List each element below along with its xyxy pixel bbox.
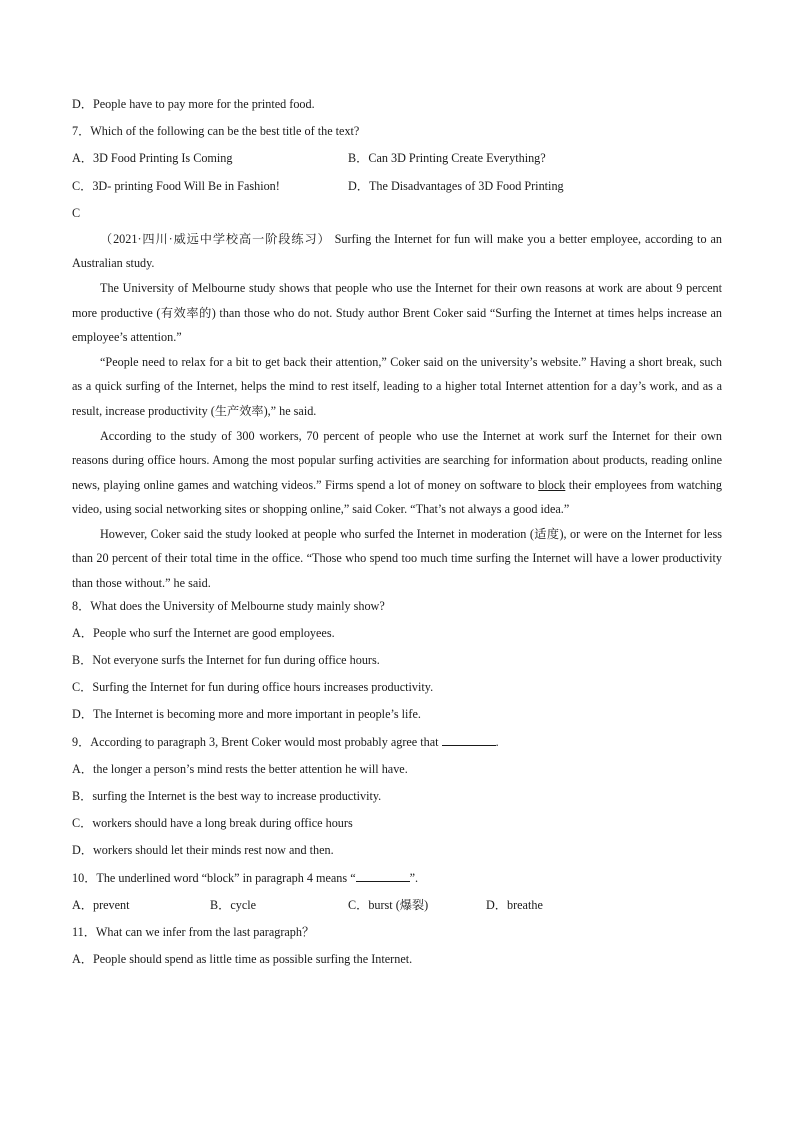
q8-option-d: D．The Internet is becoming more and more important in people’s life. xyxy=(72,707,421,722)
q10-stem-end: ”. xyxy=(409,870,419,885)
q9-option-a: A．the longer a person’s mind rests the better attention he will have. xyxy=(72,761,408,776)
q11-stem: 11．What can we infer from the last paragraph？ xyxy=(72,924,315,939)
q9-stem-end: . xyxy=(495,734,499,749)
q9-stem-text: 9．According to paragraph 3, Brent Coker would most probably agree that xyxy=(72,734,442,749)
q7-options-row2 xyxy=(72,176,722,203)
q8-option-a: A．People who surf the Internet are good employees. xyxy=(72,625,335,640)
q7-stem: 7．Which of the following can be the best title of the text? xyxy=(72,124,360,139)
q8-option-c: C．Surfing the Internet for fun during office hours increases productivity. xyxy=(72,680,434,695)
q9-stem xyxy=(72,732,722,759)
section-label: C xyxy=(72,205,81,220)
q10-option-a: A．prevent xyxy=(72,897,130,912)
passage-paragraph-4 xyxy=(72,424,722,522)
paragraph-4-text-end: their employees from watching video, using social networking sites or shopping online,” said Coker. “That’s not always a good idea.” xyxy=(72,477,722,517)
q6-option-d: D．People have to pay more for the printed food. xyxy=(72,97,315,111)
underlined-word-block: block xyxy=(538,477,566,492)
passage-paragraph-2: The University of Melbourne study shows that people who use the Internet for their own reasons at work are about 9 percent more productive (有效率的) than those who do not. Study author Brent Coker said “Surfing the Internet at times helps increase an employee’s attention.” xyxy=(72,280,722,345)
q10-option-d: D．breathe xyxy=(486,897,543,912)
paragraph-4-text-start: According to the study of 300 workers, 70 percent of people who use the Internet at work surf the Internet for their own reasons during office hours. Among the most popular surfing activities are searching for information about products, reading online news, playing online games and watching videos.” Firms spend a lot of money on software to xyxy=(72,428,722,492)
q11-option-a: A．People should spend as little time as possible surfing the Internet. xyxy=(72,952,413,967)
answer-blank xyxy=(356,869,410,882)
passage-paragraph-3: “People need to relax for a bit to get back their attention,” Coker said on the university’s website.” Having a short break, such as a quick surfing of the Internet, helps the mind to rest itself, leading to a higher total Internet attention for a day’s work, and as a result, increase productivity (生产效率),” he said. xyxy=(72,354,722,418)
q8-stem: 8．What does the University of Melbourne study mainly show? xyxy=(72,598,385,613)
q9-option-b: B．surfing the Internet is the best way to increase productivity. xyxy=(72,788,382,803)
q9-option-c: C．workers should have a long break during office hours xyxy=(72,816,353,831)
q10-option-c: C．burst (爆裂) xyxy=(348,897,429,912)
q10-options-row xyxy=(72,895,722,922)
q10-stem-text: 10．The underlined word “block” in paragraph 4 means “ xyxy=(72,870,356,885)
q9-option-d: D．workers should let their minds rest now and then. xyxy=(72,843,334,858)
q10-option-b: B．cycle xyxy=(210,897,257,912)
q10-stem xyxy=(72,868,722,895)
q7-option-b: B．Can 3D Printing Create Everything? xyxy=(348,151,546,166)
answer-blank xyxy=(442,733,496,746)
q8-option-b: B．Not everyone surfs the Internet for fun during office hours. xyxy=(72,653,380,668)
passage-paragraph-5: However, Coker said the study looked at people who surfed the Internet in moderation (适度), or were on the Internet for less than 20 percent of their total time in the office. “Those who spend too much time surfing the Internet will have a lower productivity than those without.” he said. xyxy=(72,526,722,591)
q7-option-c: C．3D- printing Food Will Be in Fashion! xyxy=(72,178,280,193)
q7-option-a: A．3D Food Printing Is Coming xyxy=(72,151,233,166)
passage-paragraph-1: （2021·四川·威远中学校高一阶段练习） Surfing the Internet for fun will make you a better employee, according to an Australian study. xyxy=(72,231,722,271)
q7-options-row1 xyxy=(72,148,722,175)
document-page xyxy=(72,94,722,976)
q7-option-d: D．The Disadvantages of 3D Food Printing xyxy=(348,178,564,193)
